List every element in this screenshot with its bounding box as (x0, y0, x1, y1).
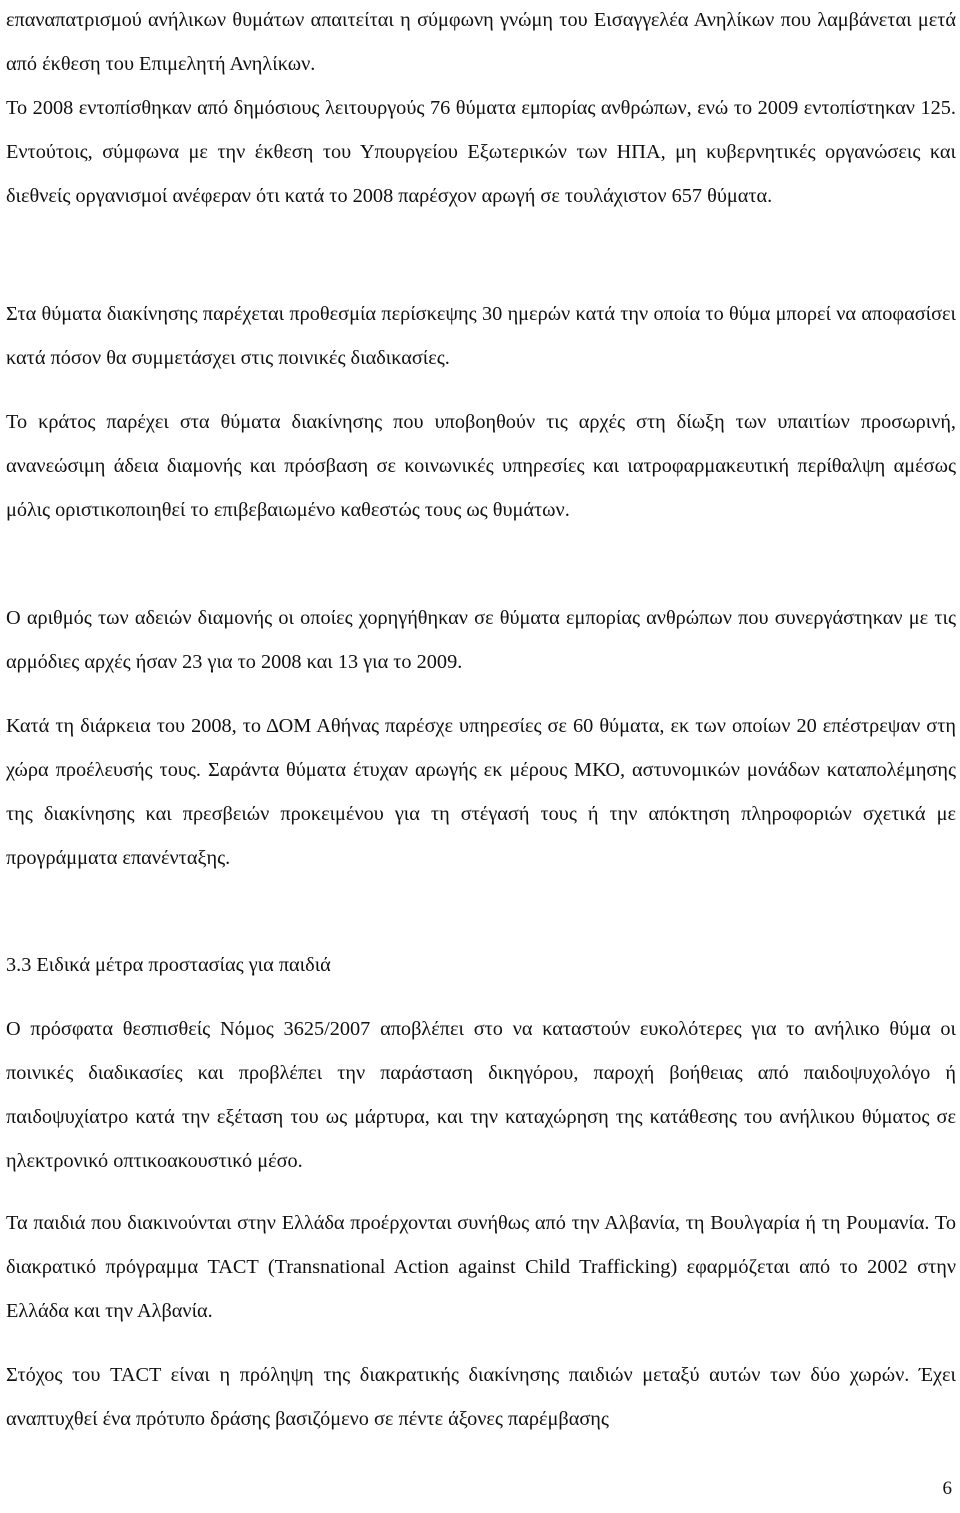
paragraph-repatriation: επαναπατρισμού ανήλικων θυμάτων απαιτείται η σύμφωνη γνώμη του Εισαγγελέα Ανηλίκων που λαμβάνεται μετά από έκθεση του Επιμελητή Ανηλίκων. (6, 9, 956, 75)
paragraph-children-origin: Τα παιδιά που διακινούνται στην Ελλάδα προέρχονται συνήθως από την Αλβανία, τη Βουλγαρία ή τη Ρουμανία. Το διακρατικό πρόγραμμα TACT (Transnational Action against Child Trafficking) εφαρμόζεται από το 2002 στην Ελλάδα και την Αλβανία. (6, 1212, 956, 1322)
paragraph-law-3625: Ο πρόσφατα θεσπισθείς Νόμος 3625/2007 αποβλέπει στο να καταστούν ευκολότερες για το ανήλικο θύμα οι ποινικές διαδικασίες και προβλέπει την παράσταση δικηγόρου, παροχή βοήθειας από παιδοψυχολόγο ή παιδοψυχίατρο κατά την εξέταση του ως μάρτυρα, και την καταχώρηση της κατάθεσης του ανήλικου θύματος σε ηλεκτρονικό οπτικοακουστικό μέσο. (6, 1018, 956, 1172)
paragraph-victims-identified: Το 2008 εντοπίσθηκαν από δημόσιους λειτουργούς 76 θύματα εμπορίας ανθρώπων, ενώ το 2009 εντοπίστηκαν 125. Εντούτοις, σύμφωνα με την έκθεση του Υπουργείου Εξωτερικών των ΗΠΑ, μη κυβερνητικές οργανώσεις και διεθνείς οργανισμοί ανέφεραν ότι κατά το 2008 παρέσχον αρωγή σε τουλάχιστον 657 θύματα. (6, 97, 956, 207)
paragraph-residence-permit: Το κράτος παρέχει στα θύματα διακίνησης που υποβοηθούν τις αρχές στη δίωξη των υπαιτίων προσωρινή, ανανεώσιμη άδεια διαμονής και πρόσβαση σε κοινωνικές υπηρεσίες και ιατροφαρμακευτική περίθαλψη αμέσως μόλις οριστικοποιηθεί το επιβεβαιωμένο καθεστώς τους ως θυμάτων. (6, 411, 956, 521)
paragraph-iom-athens: Κατά τη διάρκεια του 2008, το ΔΟΜ Αθήνας παρέσχε υπηρεσίες σε 60 θύματα, εκ των οποίων 20 επέστρεψαν στη χώρα προέλευσής τους. Σαράντα θύματα έτυχαν αρωγής εκ μέρους ΜΚΟ, αστυνομικών μονάδων καταπολέμησης της διακίνησης και πρεσβειών προκειμένου για τη στέγασή τους ή την απόκτηση πληροφοριών σχετικά με προγράμματα επανένταξης. (6, 715, 956, 869)
page-number: 6 (942, 1478, 952, 1499)
paragraph-permits-count: Ο αριθμός των αδειών διαμονής οι οποίες χορηγήθηκαν σε θύματα εμπορίας ανθρώπων που συνεργάστηκαν με τις αρμόδιες αρχές ήσαν 23 για το 2008 και 13 για το 2009. (6, 607, 956, 673)
section-heading: 3.3 Ειδικά μέτρα προστασίας για παιδιά (6, 954, 331, 976)
paragraph-reflection-period: Στα θύματα διακίνησης παρέχεται προθεσμία περίσκεψης 30 ημερών κατά την οποία το θύμα μπορεί να αποφασίσει κατά πόσον θα συμμετάσχει στις ποινικές διαδικασίες. (6, 303, 956, 369)
paragraph-tact-goal: Στόχος του TACT είναι η πρόληψη της διακρατικής διακίνησης παιδιών μεταξύ αυτών των δύο χωρών. Έχει αναπτυχθεί ένα πρότυπο δράσης βασιζόμενο σε πέντε άξονες παρέμβασης (6, 1364, 956, 1430)
document-page (6, 0, 956, 1513)
